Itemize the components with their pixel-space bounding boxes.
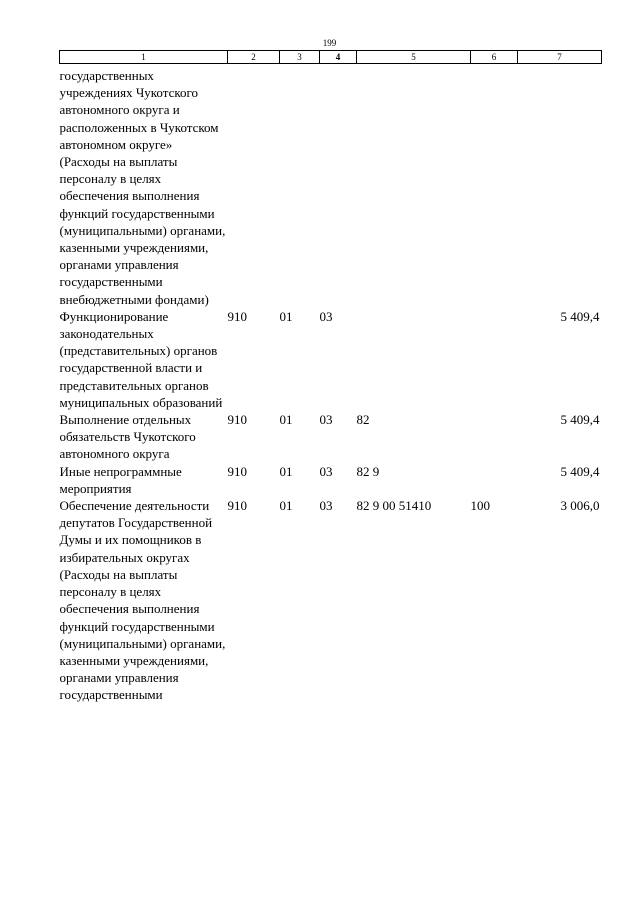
row-expense-type [471,64,518,308]
column-header-3: 3 [280,51,320,64]
row-amount: 5 409,4 [560,308,600,324]
table-row [60,411,602,463]
row-ministry-code: 910 [227,498,247,514]
table-row [60,308,602,411]
budget-table [59,50,602,704]
row-expense-type: 100 [470,498,490,514]
row-section: 01 [279,498,293,514]
row-ministry-code: 910 [227,463,247,479]
table-row [60,497,602,703]
row-name: Обеспечение деятельности депутатов Государственной Думы и их помощников в избирательных округах (Расходы на выплаты персоналу в целях обеспечения выполнения функций государственными (муниципальными) органами, казенными учреждениями, органами управления государственными [59,498,226,703]
row-ministry-code: 910 [227,308,247,324]
row-subsection: 03 [319,463,333,479]
row-section: 01 [279,308,293,324]
row-name: Выполнение отдельных обязательств Чукотского автономного округа [59,412,196,462]
row-target-article: 82 [356,412,370,428]
row-expense-type [471,308,518,411]
column-number-row [60,51,602,64]
row-name: государственных учреждениях Чукотского автономного округа и расположенных в Чукотском автономном округе» (Расходы на выплаты персоналу в целях обеспечения выполнения функций государственными (муниципальными) органами, казенными учреждениями, органами управления государственными внебюджетными фондами) [59,68,226,307]
row-section: 01 [279,412,293,428]
column-header-7: 7 [518,51,602,64]
row-target-article [357,64,471,308]
row-amount: 5 409,4 [560,463,600,479]
page-number: 199 [322,38,337,48]
table-row [60,64,602,308]
column-header-5: 5 [357,51,471,64]
row-target-article: 82 9 [356,463,380,479]
row-amount: 5 409,4 [560,412,600,428]
row-amount: 3 006,0 [560,498,600,514]
row-name: Функционирование законодательных (представительных) органов государственной власти и представительных органов муниципальных образований [59,308,223,410]
column-header-6: 6 [471,51,518,64]
row-expense-type [471,463,518,497]
row-name: Иные непрограммные мероприятия [59,463,182,496]
row-subsection: 03 [319,412,333,428]
row-subsection [320,64,357,308]
row-section: 01 [279,463,293,479]
row-subsection: 03 [319,498,333,514]
table-row [60,463,602,497]
column-header-4: 4 [320,51,357,64]
row-expense-type [471,411,518,463]
row-target-article [357,308,471,411]
row-ministry-code: 910 [227,412,247,428]
column-header-2: 2 [228,51,280,64]
column-header-1: 1 [60,51,228,64]
row-subsection: 03 [319,308,333,324]
row-ministry-code [228,64,280,308]
row-amount [518,64,602,308]
row-section [280,64,320,308]
row-target-article: 82 9 00 51410 [356,498,432,514]
